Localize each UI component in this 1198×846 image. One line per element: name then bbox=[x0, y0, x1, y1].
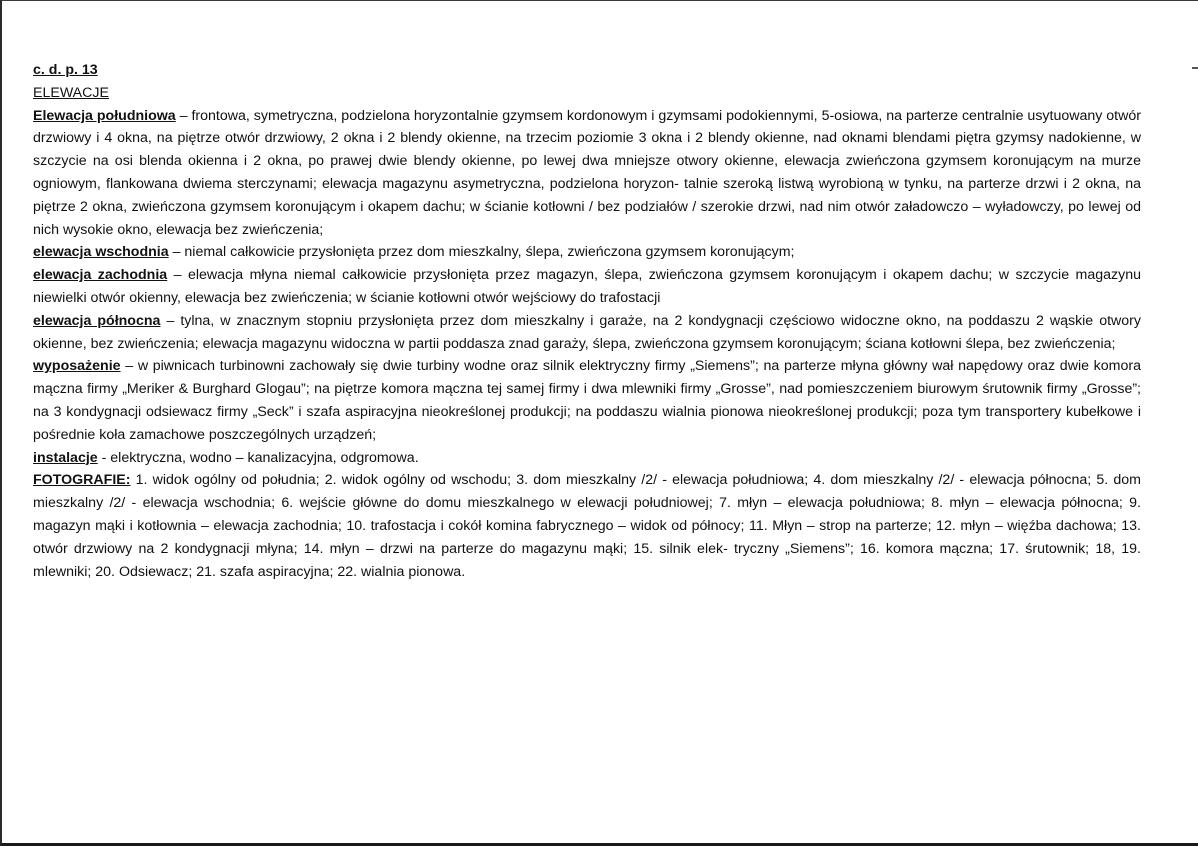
section-title: ELEWACJE bbox=[33, 84, 109, 101]
label-west: elewacja zachodnia bbox=[33, 267, 168, 284]
text-east: – niemal całkowicie przysłonięta przez dom mieszkalny, ślepa, zwieńczona gzymsem koronującym; bbox=[168, 244, 795, 261]
edge-mark bbox=[1192, 67, 1198, 69]
paragraph-equipment bbox=[33, 355, 1141, 446]
paragraph-east bbox=[33, 241, 1141, 264]
paragraph-north bbox=[33, 310, 1141, 356]
label-east: elewacja wschodnia bbox=[33, 244, 169, 261]
paragraph-installations bbox=[33, 447, 1141, 470]
text-equipment: – w piwnicach turbinowni zachowały się dwie turbiny wodne oraz silnik elektryczny firmy „Siemens”; na parterze młyna główny wał napędowy oraz dwie komora mączna firmy „Meriker & Burghard Glogau”; na piętrze komora mączna tej samej firmy i dwa mlewniki firmy „Grosse”, nad pomieszczeniem biurowym śrutownik firmy „Grosse”; na 3 kondygnacji odsiewacz firmy „Seck” i szafa aspiracyjna nieokreślonej produkcji; na poddaszu wialnia pionowa nieokreślonej produkcji; poza tym transportery kubełkowe i pośrednie koła zamachowe poszczególnych urządzeń; bbox=[33, 358, 1141, 443]
label-equipment: wyposażenie bbox=[33, 358, 121, 375]
text-south: – frontowa, symetryczna, podzielona horyzontalnie gzymsem kordonowym i gzymsami podokiennymi, 5-osiowa, na parterze centralnie usytuowany otwór drzwiowy i 4 okna, na piętrze otwór drzwiowy, 2 okna i 2 blendy okienne, na trzecim poziomie 3 okna i 2 blendy okienne, nad oknami blendami piętra gzymsy nadokienne, w szczycie na osi blenda okienna i 2 okna, po prawej dwie blendy okienne, po lewej dwa mniejsze otwory okienne, elewacja zwieńczona gzymsem koronującym na murze ogniowym, flankowana dwiema sterczynami; elewacja magazynu asymetryczna, podzielona horyzon- talnie szeroką listwą wyrobioną w tynku, na parterze drzwi i 2 okna, na piętrze 2 okna, zwieńczona gzymsem koronującym i okapem dachu; w ścianie kotłowni / bez podziałów / szerokie drzwi, nad nim otwór załadowczo – wyładowczy, po lewej od nich wysokie okno, elewacja bez zwieńczenia; bbox=[33, 107, 1141, 238]
document-body bbox=[33, 59, 1141, 583]
text-installations: - elektryczna, wodno – kanalizacyjna, odgromowa. bbox=[97, 449, 419, 466]
label-installations: instalacje bbox=[33, 449, 98, 466]
text-west: – elewacja młyna niemal całkowicie przysłonięta przez magazyn, ślepa, zwieńczona gzymsem koronującym i okapem dachu; w szczycie magazynu niewielki otwór okienny, elewacja bez zwieńczenia; w ścianie kotłowni otwór wejściowy do trafostacji bbox=[33, 267, 1141, 306]
paragraph-south bbox=[33, 105, 1141, 242]
text-photos: 1. widok ogólny od południa; 2. widok ogólny od wschodu; 3. dom mieszkalny /2/ - elewacja południowa; 4. dom mieszkalny /2/ - elewacja północna; 5. dom mieszkalny /2/ - elewacja wschodnia; 6. wejście główne do domu mieszkalnego w elewacji południowej; 7. młyn – elewacja południowa; 8. młyn – elewacja północna; 9. magazyn mąki i kotłownia – elewacja zachodnia; 10. trafostacja i cokół komina fabrycznego – widok od północy; 11. Młyn – strop na parterze; 12. młyn – więźba dachowa; 13. otwór drzwiowy na 2 kondygnacji młyna; 14. młyn – drzwi na parterze do magazynu mąki; 15. silnik elek- tryczny „Siemens”; 16. komora mączna; 17. śrutownik; 18, 19. mlewniki; 20. Odsiewacz; 21. szafa aspiracyjna; 22. wialnia pionowa. bbox=[33, 472, 1141, 580]
label-north: elewacja północna bbox=[33, 312, 161, 329]
paragraph-west bbox=[33, 264, 1141, 310]
paragraph-photos bbox=[33, 469, 1141, 583]
page-ref: c. d. p. 13 bbox=[33, 62, 98, 78]
text-north: – tylna, w znacznym stopniu przysłonięta przez dom mieszkalny i garaże, na 2 kondygnacji częściowo widoczne okno, na poddaszu 2 wąskie otwory okienne, bez zwieńczenia; elewacja magazynu widoczna w partii poddasza znad garaży, ślepa, zwieńczona gzymsem koronującym; ściana kotłowni ślepa, bez zwieńczenia; bbox=[33, 312, 1141, 352]
label-photos: FOTOGRAFIE: bbox=[33, 472, 131, 489]
label-south: Elewacja południowa bbox=[33, 107, 176, 124]
